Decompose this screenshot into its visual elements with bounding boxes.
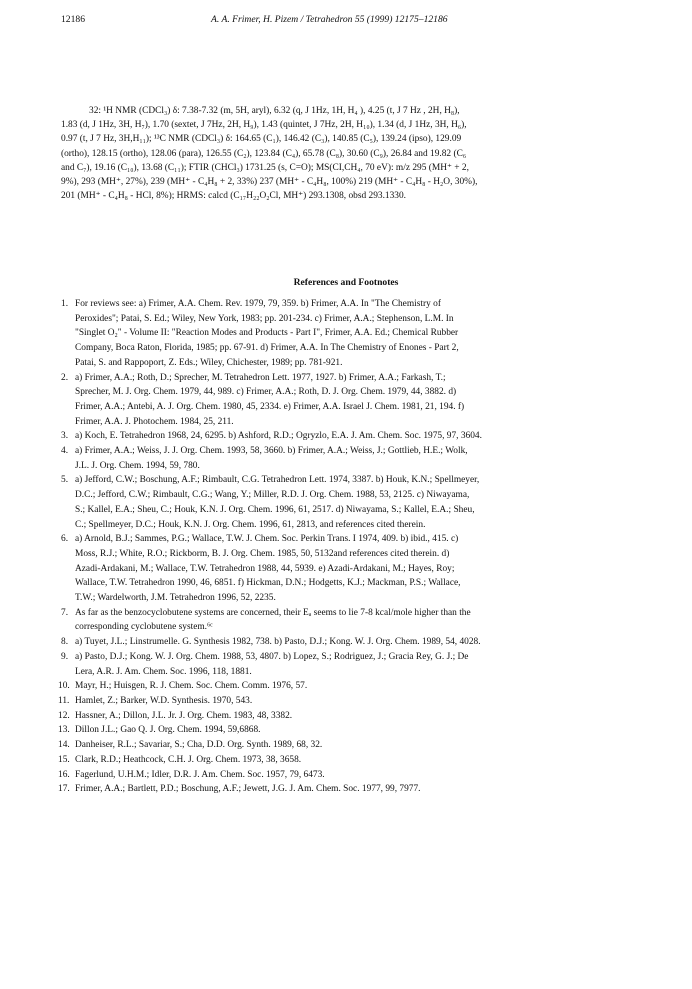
reference-text <box>75 768 651 783</box>
reference-item <box>58 753 651 768</box>
reference-item <box>58 709 651 724</box>
reference-line: C.; Spellmeyer, D.C.; Houk, K.N. J. Org. Chem. 1996, 61, 2813, and references cited therein. <box>75 519 426 530</box>
reference-line: D.C.; Jefford, C.W.; Rimbault, C.G.; Wang, Y.; Miller, R.D. J. Org. Chem. 1988, 53, 2125. c) Niwayama, <box>75 490 470 501</box>
reference-item <box>58 738 651 753</box>
reference-line: Hamlet, Z.; Barker, W.D. Synthesis. 1970, 543. <box>75 695 253 706</box>
reference-line: a) Tuyet, J.L.; Linstrumelle. G. Synthesis 1982, 738. b) Pasto, D.J.; Kong. W. J. Org. Chem. 1989, 54, 4028. <box>75 637 481 648</box>
reference-number: 9. <box>61 651 69 662</box>
reference-text <box>75 753 651 768</box>
reference-text <box>75 444 651 473</box>
data-line: 32: ¹H NMR (CDCl₃) δ: 7.38-7.32 (m, 5H, aryl), 6.32 (q, J 1Hz, 1H, H₄ ), 4.25 (t, J 7 Hz , 2H, H₈), <box>89 106 460 116</box>
reference-text <box>75 782 651 797</box>
reference-text <box>75 371 651 430</box>
reference-line: Patai, S. and Rappoport, Z. Eds.; Wiley, Chichester, 1989; pp. 781-921. <box>75 357 343 368</box>
reference-line: a) Pasto, D.J.; Kong. W. J. Org. Chem. 1988, 53, 4807. b) Lopez, S.; Rodriguez, J.; Gracia Rey, G. J.; De <box>75 651 469 662</box>
reference-item <box>58 694 651 709</box>
reference-line: J.L. J. Org. Chem. 1994, 59, 780. <box>75 460 200 471</box>
reference-number: 3. <box>61 431 69 442</box>
reference-text <box>75 694 651 709</box>
reference-line: Peroxides"; Patai, S. Ed.; Wiley, New York, 1983; pp. 201-234. c) Frimer, A.A.; Stephenson, L.M. In <box>75 313 454 324</box>
reference-line: Sprecher, M. J. Org. Chem. 1979, 44, 989. c) Frimer, A.A.; Roth, D. J. Org. Chem. 1979, 44, 3882. d) <box>75 387 457 398</box>
reference-line: For reviews see: a) Frimer, A.A. Chem. Rev. 1979, 79, 359. b) Frimer, A.A. In "The Chemistry of <box>75 299 441 309</box>
reference-line: a) Frimer, A.A.; Roth, D.; Sprecher, M. Tetrahedron Lett. 1977, 1927. b) Frimer, A.A.; Farkash, T.; <box>75 372 446 383</box>
reference-line: a) Arnold, B.J.; Sammes, P.G.; Wallace, T.W. J. Chem. Soc. Perkin Trans. I 1974, 409. b) ibid., 415. c) <box>75 534 459 545</box>
reference-text <box>75 473 651 532</box>
reference-text <box>75 738 651 753</box>
reference-text <box>75 723 651 738</box>
references-heading: References and Footnotes <box>293 277 399 288</box>
reference-text <box>75 679 651 694</box>
references-list <box>58 297 651 797</box>
data-line: and C₇), 19.16 (C₁₀), 13.68 (C₁₁); FTIR (CHCl₃) 1731.25 (s, C=O); MS(CI,CH₄, 70 eV): m/z 295 (MH⁺ + 2, <box>61 162 469 173</box>
reference-item <box>61 371 651 430</box>
reference-number: 6. <box>61 534 69 545</box>
reference-item <box>58 768 651 783</box>
reference-item <box>61 297 651 371</box>
reference-line: Frimer, A.A. J. Photochem. 1984, 25, 211. <box>75 416 234 427</box>
reference-line: T.W.; Wardelworth, J.M. Tetrahedron 1996, 52, 2235. <box>75 593 276 604</box>
reference-line: As far as the benzocyclobutene systems are concerned, their Eₐ seems to lie 7-8 kcal/mole higher than the <box>75 607 471 618</box>
page-header <box>61 14 646 28</box>
reference-item <box>61 473 651 532</box>
reference-line: Frimer, A.A.; Antebi, A. J. Org. Chem. 1980, 45, 2334. e) Frimer, A.A. Israel J. Chem. 1981, 21, 194. f) <box>75 401 465 412</box>
reference-text <box>75 709 651 724</box>
reference-line: Mayr, H.; Huisgen, R. J. Chem. Soc. Chem. Comm. 1976, 57. <box>75 681 308 692</box>
page-number: 12186 <box>61 14 85 25</box>
reference-line: Hassner, A.; Dillon, J.L. Jr. J. Org. Chem. 1983, 48, 3382. <box>75 710 293 721</box>
reference-line: Wallace, T.W. Tetrahedron 1990, 46, 6851. f) Hickman, D.N.; Hodgetts, K.J.; Mackman, P.S.; Wallace, <box>75 578 461 589</box>
reference-item <box>61 606 651 635</box>
reference-number: 12. <box>58 710 70 721</box>
reference-number: 10. <box>58 681 70 692</box>
reference-line: S.; Kallel, E.A.; Sheu, C.; Houk, K.N. J. Org. Chem. 1996, 61, 2517. d) Niwayama, S.; Kallel, E.A.; Sheu, <box>75 504 475 515</box>
compound-characterization-paragraph <box>61 104 650 203</box>
data-line: (ortho), 128.15 (ortho), 128.06 (para), 126.55 (C₂), 123.84 (C₄), 65.78 (C₈), 30.60 (C₉), 26.84 and 19.82 (C₆ <box>61 148 467 159</box>
reference-text <box>75 532 651 606</box>
data-line: 9%), 293 (MH⁺, 27%), 239 (MH⁺ - C₄H₈ + 2, 33%) 237 (MH⁺ - C₄H₈, 100%) 219 (MH⁺ - C₄H₈ - H₂O, 30%), <box>61 177 478 188</box>
reference-line: Danheiser, R.L.; Savariar, S.; Cha, D.D. Org. Synth. 1989, 68, 32. <box>75 740 323 751</box>
reference-number: 4. <box>61 446 69 457</box>
reference-text <box>75 606 651 635</box>
reference-item <box>58 723 651 738</box>
running-title: A. A. Frimer, H. Pizem / Tetrahedron 55 (1999) 12175–12186 <box>211 14 448 25</box>
reference-line: corresponding cyclobutene system.⁶ᶜ <box>75 622 213 633</box>
reference-item <box>61 650 651 679</box>
reference-item <box>58 679 651 694</box>
data-line: 0.97 (t, J 7 Hz, 3H,H₁₁); ¹³C NMR (CDCl₃) δ: 164.65 (C₁), 146.42 (C₃), 140.85 (C₅), 139.24 (ipso), 129.09 <box>61 134 462 145</box>
reference-line: Clark, R.D.; Heathcock, C.H. J. Org. Chem. 1973, 38, 3658. <box>75 754 302 765</box>
reference-number: 14. <box>58 740 70 751</box>
reference-item <box>61 444 651 473</box>
reference-line: Azadi-Ardakani, M.; Wallace, T.W. Tetrahedron 1988, 44, 5939. e) Azadi-Ardakani, M.; Hayes, Roy; <box>75 563 455 574</box>
reference-number: 15. <box>58 754 70 765</box>
reference-item <box>61 429 651 444</box>
reference-number: 7. <box>61 607 69 618</box>
reference-line: "Singlet O₂" - Volume II: "Reaction Modes and Products - Part I", Frimer, A.A. Ed.; Chemical Rubber <box>75 328 459 339</box>
reference-line: a) Koch, E. Tetrahedron 1968, 24, 6295. b) Ashford, R.D.; Ogryzlo, E.A. J. Am. Chem. Soc. 1975, 97, 3604. <box>75 431 482 442</box>
reference-text <box>75 635 651 650</box>
reference-number: 8. <box>61 637 69 648</box>
reference-line: a) Frimer, A.A.; Weiss, J. J. Org. Chem. 1993, 58, 3660. b) Frimer, A.A.; Weiss, J.; Gottlieb, H.E.; Wolk, <box>75 446 468 457</box>
reference-line: Frimer, A.A.; Bartlett, P.D.; Boschung, A.F.; Jewett, J.G. J. Am. Chem. Soc. 1977, 99, 7977. <box>75 784 421 795</box>
reference-item <box>61 532 651 606</box>
reference-line: a) Jefford, C.W.; Boschung, A.F.; Rimbault, C.G. Tetrahedron Lett. 1974, 3387. b) Houk, K.N.; Spellmeyer, <box>75 475 480 486</box>
data-line: 1.83 (d, J 1Hz, 3H, H₇), 1.70 (sextet, J 7Hz, 2H, H₉), 1.43 (quintet, J 7Hz, 2H, H₁₀), 1.34 (d, J 1Hz, 3H, H₆), <box>61 120 467 131</box>
reference-text <box>75 429 651 444</box>
reference-number: 2. <box>61 372 69 383</box>
data-line: 201 (MH⁺ - C₄H₈ - HCl, 8%); HRMS: calcd (C₁₇H₂₂O₂Cl, MH⁺) 293.1308, obsd 293.1330. <box>61 191 407 202</box>
reference-number: 1. <box>61 299 69 309</box>
reference-text <box>75 297 651 371</box>
reference-number: 11. <box>58 695 70 706</box>
reference-line: Lera, A.R. J. Am. Chem. Soc. 1996, 118, 1881. <box>75 666 252 677</box>
reference-item <box>61 635 651 650</box>
reference-item <box>58 782 651 797</box>
reference-line: Company, Boca Raton, Florida, 1985; pp. 67-91. d) Frimer, A.A. In The Chemistry of Enones - Part 2, <box>75 343 459 354</box>
reference-number: 17. <box>58 784 70 795</box>
reference-number: 16. <box>58 769 70 780</box>
reference-number: 5. <box>61 475 69 486</box>
reference-line: Moss, R.J.; White, R.O.; Rickborm, B. J. Org. Chem. 1985, 50, 5132and references cited therein. d) <box>75 548 450 559</box>
reference-line: Fagerlund, U.H.M.; Idler, D.R. J. Am. Chem. Soc. 1957, 79, 6473. <box>75 769 325 780</box>
reference-text <box>75 650 651 679</box>
reference-line: Dillon J.L.; Gao Q. J. Org. Chem. 1994, 59,6868. <box>75 725 261 736</box>
reference-number: 13. <box>58 725 70 736</box>
